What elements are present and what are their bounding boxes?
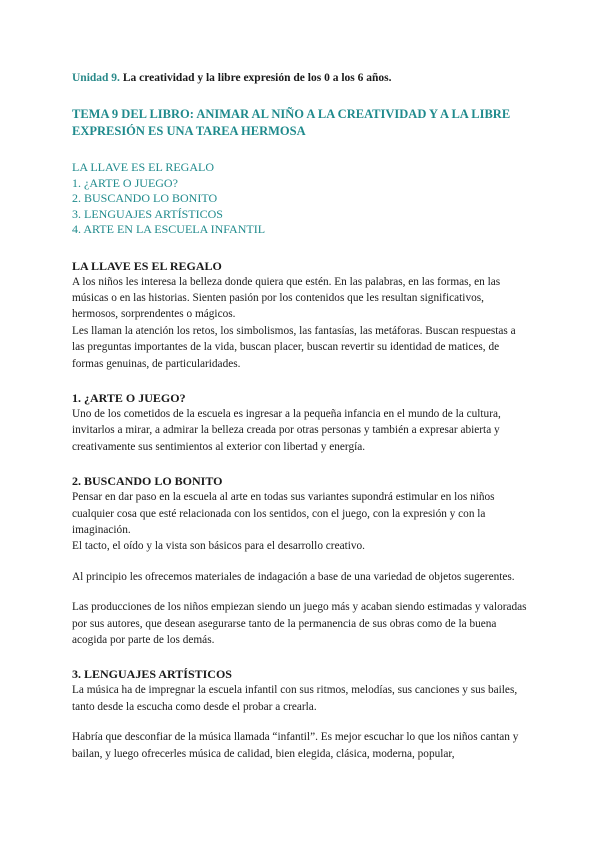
unit-title: La creatividad y la libre expresión de los 0 a los 6 años. (119, 72, 392, 84)
section-bonito (72, 473, 530, 648)
paragraph: La música ha de impregnar la escuela infantil con sus ritmos, melodías, sus canciones y sus bailes, tanto desde la escucha como desde el probar a crearla. (72, 684, 518, 713)
toc-item-lenguajes: 3. LENGUAJES ARTÍSTICOS (72, 206, 223, 221)
paragraph: Al principio les ofrecemos materiales de indagación a base de una variedad de objetos sugerentes. (72, 570, 515, 583)
toc-item-arte: 1. ¿ARTE O JUEGO? (72, 175, 178, 190)
table-of-contents (72, 160, 530, 238)
paragraph: Uno de los cometidos de la escuela es ingresar a la pequeña infancia en el mundo de la cultura, invitarlos a mirar, a admirar la belleza creada por otras personas y también a expresar abierta y creativamente sus sentimientos al exterior con libertad y energía. (72, 407, 501, 453)
section-title: 1. ¿ARTE O JUEGO? (72, 390, 186, 405)
paragraph: El tacto, el oído y la vista son básicos para el desarrollo creativo. (72, 540, 365, 553)
paragraph: Las producciones de los niños empiezan siendo un juego más y acaban siendo estimadas y valoradas por sus autores, que desean asegurarse tanto de la permanencia de sus obras como de la buena acogida por parte de los demás. (72, 601, 527, 646)
section-arte (72, 390, 530, 455)
unit-number: Unidad 9. (72, 72, 120, 84)
paragraph: Habría que desconfiar de la música llamada “infantil”. Es mejor escuchar lo que los niños cantan y bailan, y luego ofrecerles música de calidad, bien elegida, clásica, moderna, popular, (72, 731, 519, 760)
tema-title: TEMA 9 DEL LIBRO: ANIMAR AL NIÑO A LA CREATIVIDAD Y A LA LIBRE EXPRESIÓN ES UNA TAREA HERMOSA (72, 107, 511, 138)
section-llave (72, 258, 530, 372)
toc-item-bonito: 2. BUSCANDO LO BONITO (72, 191, 218, 205)
unit-heading (72, 70, 530, 86)
paragraph: Les llaman la atención los retos, los simbolismos, las fantasías, las metáforas. Buscan respuestas a las preguntas importantes de la vida, buscan placer, buscan revertir su identidad de matices, de formas genuinas, de particularidades. (72, 324, 516, 370)
section-title: LA LLAVE ES EL REGALO (72, 258, 222, 273)
paragraph: Pensar en dar paso en la escuela al arte en todas sus variantes supondrá estimular en los niños cualquier cosa que esté relacionada con los sentidos, con el juego, con la expresión y con la imaginación. (72, 491, 495, 536)
document-page (72, 70, 530, 762)
section-title: 3. LENGUAJES ARTÍSTICOS (72, 667, 232, 682)
toc-item-escuela: 4. ARTE EN LA ESCUELA INFANTIL (72, 222, 266, 236)
section-title: 2. BUSCANDO LO BONITO (72, 474, 223, 489)
paragraph: A los niños les interesa la belleza donde quiera que estén. En las palabras, en las formas, en las músicas o en las historias. Sienten pasión por los contenidos que les resultan significativos, hermosos, sorprendentes o mágicos. (72, 275, 501, 321)
section-lenguajes (72, 666, 530, 762)
toc-item-llave: LA LLAVE ES EL REGALO (72, 160, 214, 174)
